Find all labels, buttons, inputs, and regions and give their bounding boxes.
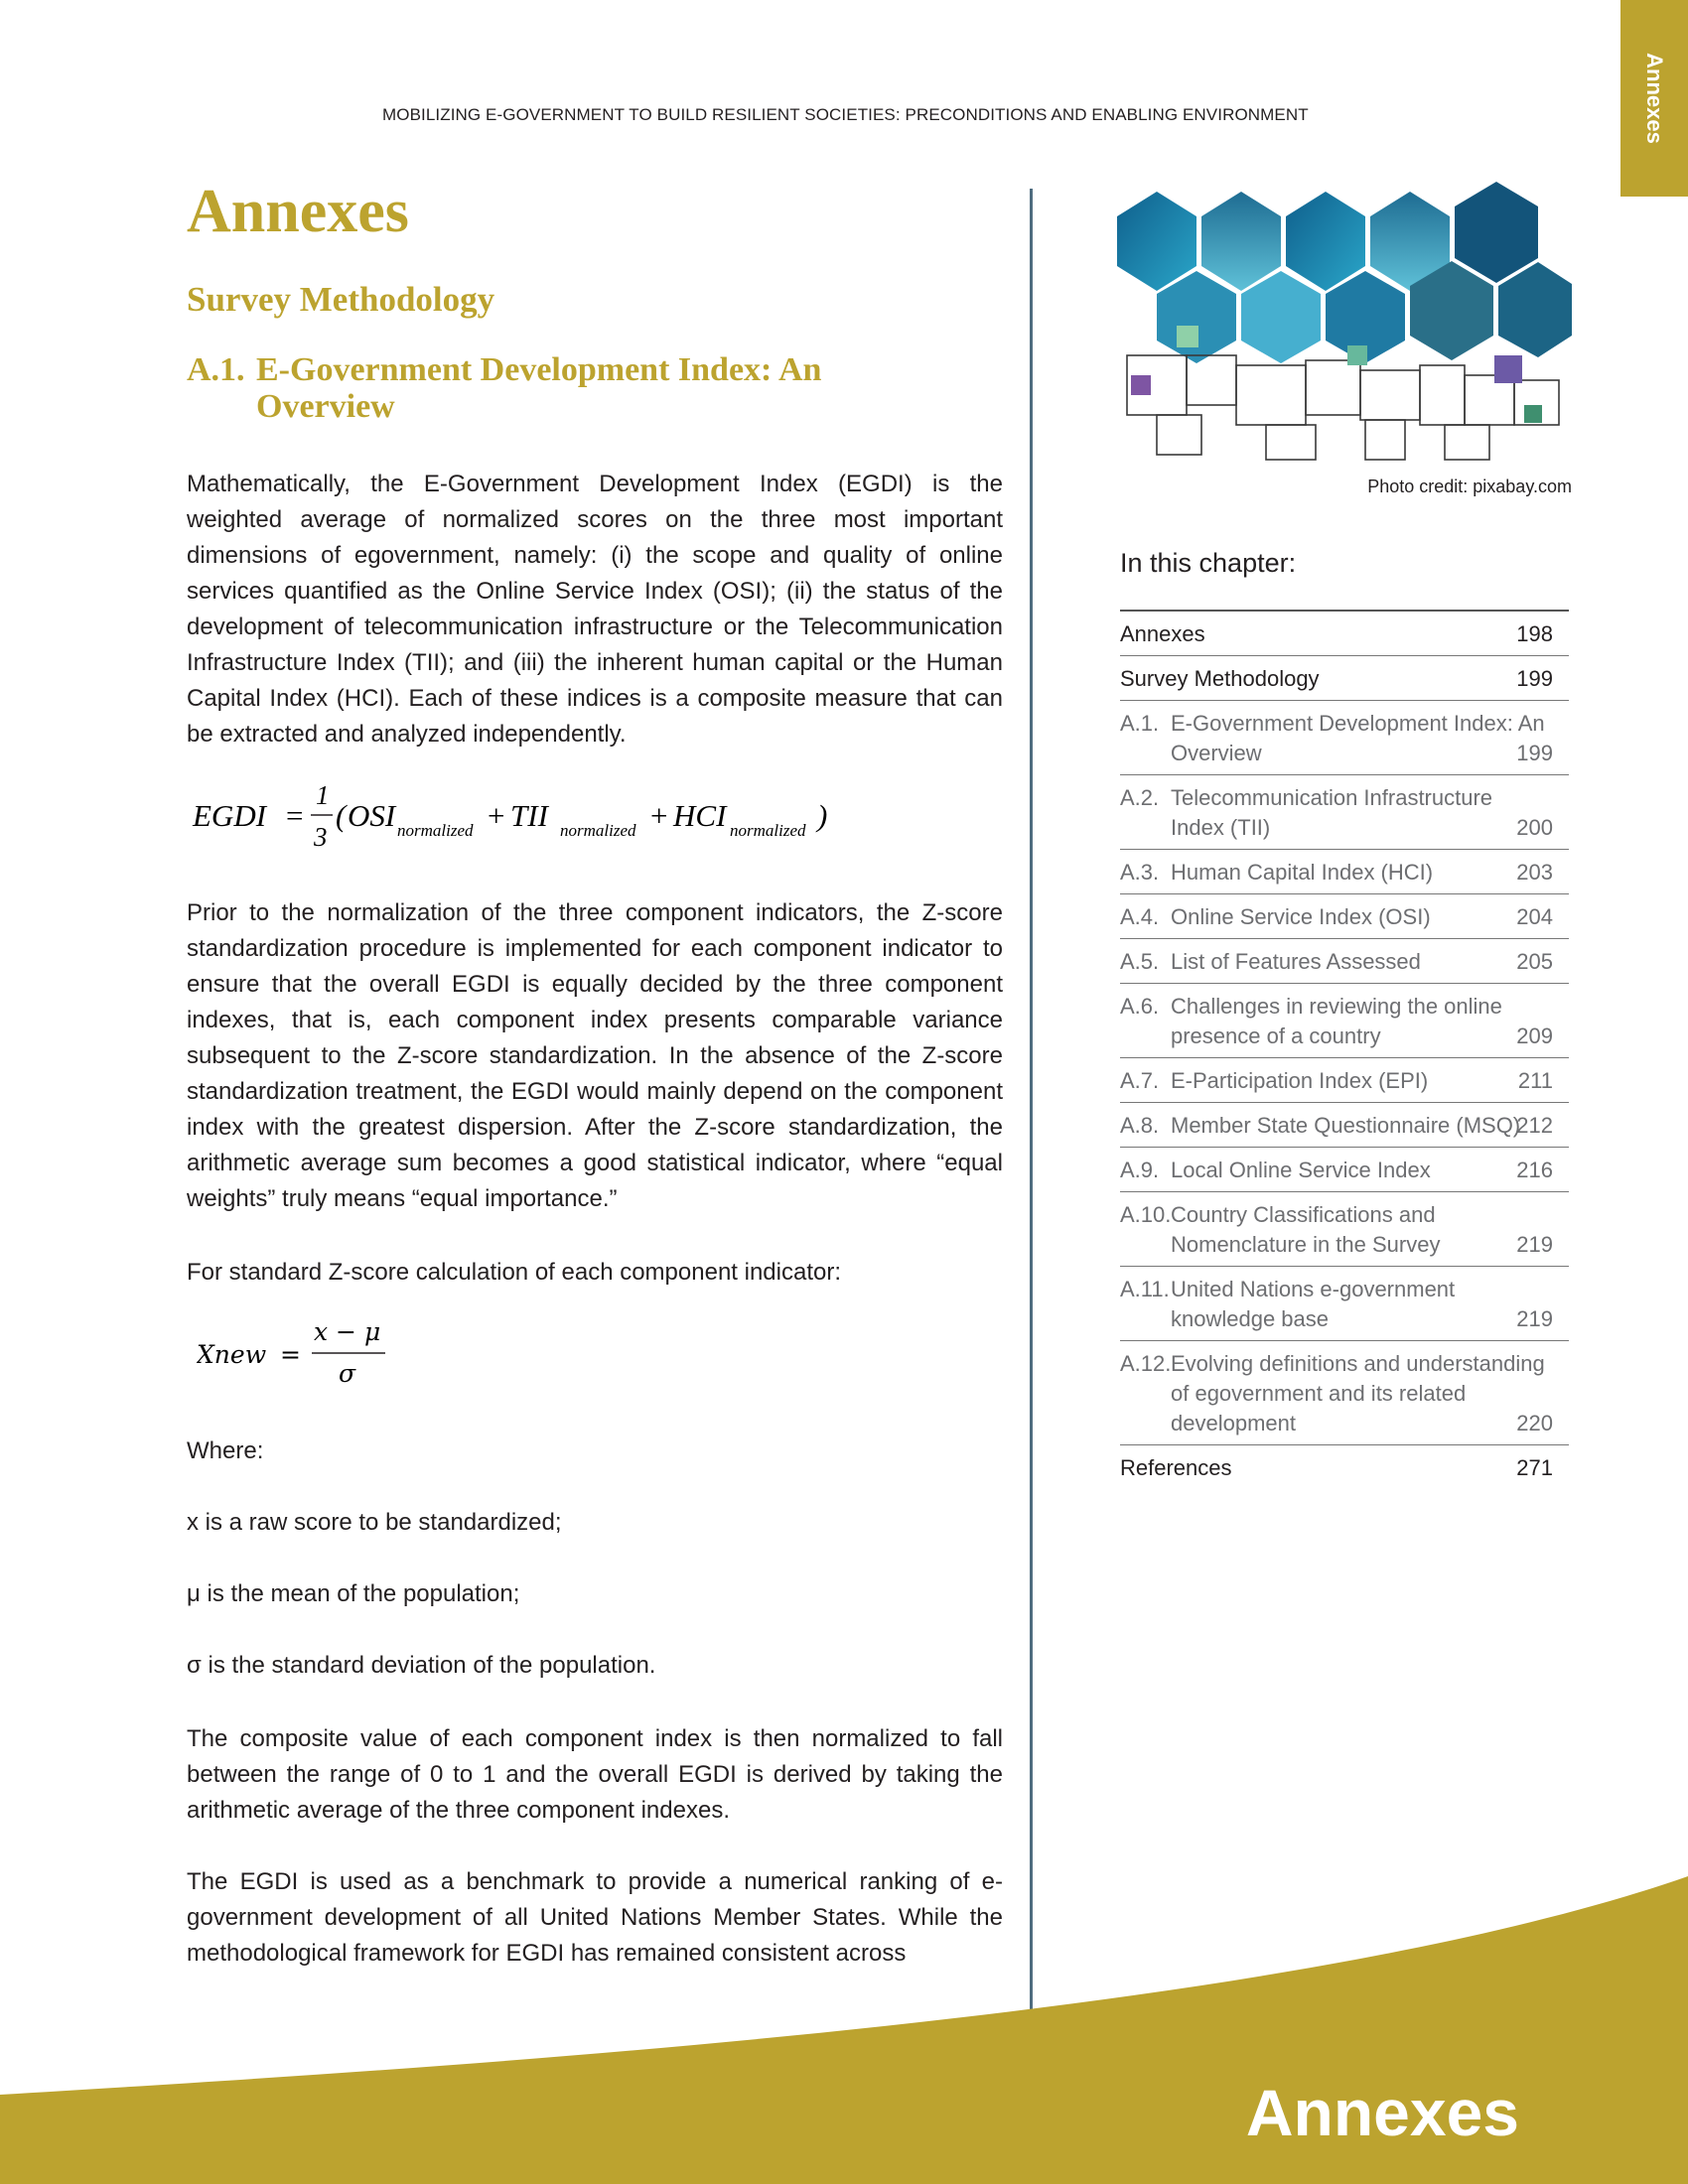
toc-item-number: A.10. [1120,1202,1172,1227]
body-paragraph-sigma: σ is the standard deviation of the population. [187,1652,656,1679]
z-lhs: Xnew [197,1340,267,1369]
toc-item-page: 219 [1516,1232,1553,1257]
toc-item[interactable] [1120,1103,1569,1148]
toc-item-page: 220 [1516,1411,1553,1435]
chapter-toc [1120,610,1569,1489]
toc-item-title: Challenges in reviewing the online presence of a country [1171,994,1502,1048]
toc-item[interactable] [1120,775,1569,850]
zscore-formula [197,1308,455,1388]
body-paragraph-mu: μ is the mean of the population; [187,1580,520,1607]
toc-item-page: 219 [1516,1306,1553,1331]
toc-item[interactable] [1120,850,1569,894]
subsection-number: A.1. [187,351,245,388]
toc-item-title: References [1120,1455,1232,1480]
egdi-formula [191,770,886,870]
toc-item[interactable] [1120,939,1569,984]
toc-item-page: 216 [1516,1158,1553,1182]
toc-item[interactable] [1120,612,1569,656]
page-title: Annexes [187,178,409,245]
toc-item-page: 200 [1516,815,1553,840]
z-den: σ [339,1359,356,1388]
formula-lhs: EGDI [193,798,267,833]
toc-item[interactable] [1120,984,1569,1058]
toc-item-title: Telecommunication Infrastructure Index (TII) [1171,785,1493,840]
toc-item-number: A.7. [1120,1068,1160,1093]
toc-item-page: 209 [1516,1024,1553,1048]
toc-item-title: Local Online Service Index [1171,1158,1431,1182]
formula-hci: HCI [673,798,727,833]
toc-item-title: Human Capital Index (HCI) [1171,860,1434,885]
formula-sub-3: normalized [730,821,806,840]
toc-item-page: 205 [1516,949,1553,974]
toc-item-page: 271 [1516,1455,1553,1480]
toc-item-title: Evolving definitions and understanding of egovernment and its related development [1171,1351,1545,1435]
section-heading: Survey Methodology [187,280,495,319]
toc-item-title: Annexes [1120,621,1205,646]
toc-item[interactable] [1120,1341,1569,1445]
subsection-heading [187,351,882,425]
formula-open: ( [336,798,347,833]
toc-item-page: 199 [1516,666,1553,691]
formula-plus-2: + [648,798,669,833]
z-eq: = [280,1340,301,1369]
toc-item-number: A.9. [1120,1158,1160,1182]
body-paragraph-2: Prior to the normalization of the three component indicators, the Z-score standardization procedure is implemented for each component indicator to ensure that the overall EGDI is equally decided by the three component indexes, that is, each component index presents comparable variance subsequent to the Z-score standardization. In the absence of the Z-score standardization treatment, the EGDI would mainly depend on the component index with the greatest dispersion. After the Z-score standardization, the arithmetic average sum becomes a good statistical indicator, where “equal weights” truly means “equal importance.” [187,899,1003,1212]
toc-item-number: A.3. [1120,860,1160,885]
toc-item-title: Online Service Index (OSI) [1171,904,1431,929]
toc-item-number: A.1. [1120,711,1160,736]
toc-item[interactable] [1120,656,1569,701]
body-paragraph-9: The EGDI is used as a benchmark to provide a numerical ranking of e-government development of all United Nations Member States. While the methodological framework for EGDI has remained consistent across [187,1868,1003,1967]
toc-item[interactable] [1120,1445,1569,1489]
toc-item-number: A.12. [1120,1351,1172,1376]
chapter-photo [1117,177,1572,465]
subsection-title: E-Government Development Index: An Overview [256,351,822,425]
toc-item-page: 203 [1516,860,1553,885]
toc-item-page: 198 [1516,621,1553,646]
toc-item[interactable] [1120,894,1569,939]
body-paragraph-3: For standard Z-score calculation of each component indicator: [187,1259,842,1286]
formula-osi: OSI [348,798,396,833]
toc-item-title: Member State Questionnaire (MSQ) [1171,1113,1521,1138]
body-paragraph-1: Mathematically, the E-Government Development Index (EGDI) is the weighted average of normalized scores on the three most important dimensions of egovernment, namely: (i) the scope and quality of online services quantified as the Online Service Index (OSI); (ii) the status of the development of telecommunication infrastructure or the Telecommunication Infrastructure Index (TII); and (iii) the inherent human capital or the Human Capital Index (HCI). Each of these indices is a composite measure that can be extracted and analyzed independently. [187,471,1003,748]
toc-item[interactable] [1120,1058,1569,1103]
toc-item-page: 211 [1517,1068,1553,1093]
toc-item[interactable] [1120,1148,1569,1192]
body-paragraph-8: The composite value of each component index is then normalized to fall between the range of 0 to 1 and the overall EGDI is derived by taking the arithmetic average of the three component indexes. [187,1725,1003,1824]
formula-sub-1: normalized [397,821,474,840]
toc-item-page: 204 [1516,904,1553,929]
toc-item-title: E-Participation Index (EPI) [1171,1068,1429,1093]
toc-item-number: A.5. [1120,949,1160,974]
toc-item-number: A.4. [1120,904,1160,929]
formula-num: 1 [316,780,330,810]
toc-item-number: A.8. [1120,1113,1160,1138]
toc-item-page: 212 [1516,1113,1553,1138]
toc-item-title: List of Features Assessed [1171,949,1421,974]
formula-sub-2: normalized [560,821,636,840]
formula-tii: TII [510,798,548,833]
side-tab [1620,0,1688,197]
photo-credit: Photo credit: pixabay.com [1367,477,1572,496]
formula-plus-1: + [486,798,506,833]
formula-den: 3 [314,822,328,852]
toc-item-page: 199 [1516,741,1553,765]
toc-item[interactable] [1120,1192,1569,1267]
running-header: MOBILIZING E-GOVERNMENT TO BUILD RESILIENT SOCIETIES: PRECONDITIONS AND ENABLING ENVIRONMENT [382,105,1309,124]
formula-eq: = [284,798,305,833]
toc-item-title: E-Government Development Index: An Overview [1171,711,1545,765]
toc-item-title: Country Classifications and Nomenclature in the Survey [1171,1202,1441,1257]
toc-item-number: A.11. [1120,1277,1170,1301]
footer-title: Annexes [1245,2076,1519,2149]
formula-close: ) [817,798,828,833]
toc-item-number: A.6. [1120,994,1160,1019]
toc-item[interactable] [1120,701,1569,775]
toc-item-number: A.2. [1120,785,1160,810]
toc-label: In this chapter: [1120,548,1297,578]
toc-item-title: Survey Methodology [1120,666,1320,691]
z-num: x − μ [314,1317,381,1346]
side-tab-label: Annexes [1642,53,1667,144]
body-paragraph-x: x is a raw score to be standardized; [187,1509,562,1536]
toc-item[interactable] [1120,1267,1569,1341]
toc-item-title: United Nations e-government knowledge base [1171,1277,1456,1331]
column-divider [1030,189,1033,2028]
body-paragraph-where: Where: [187,1437,264,1464]
